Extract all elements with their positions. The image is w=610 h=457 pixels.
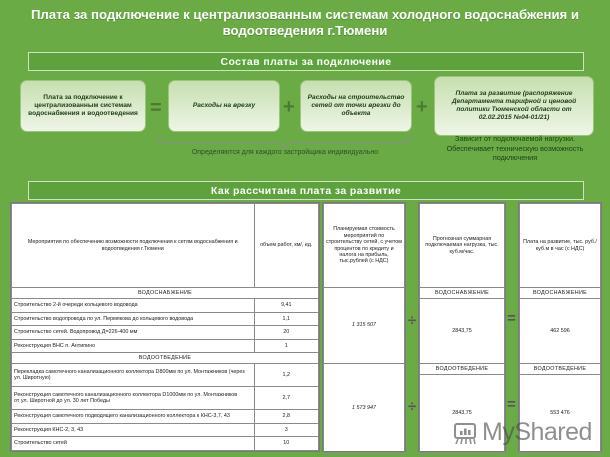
measure-name: Реконструкция ВНС п. Антипино [12,339,255,353]
measures-table-body [12,204,319,451]
group-label-water: ВОДОСНАБЖЕНИЕ [520,288,601,299]
group-row-water [420,288,505,299]
measure-volume: 9,41 [254,299,318,313]
group-label-water: ВОДОСНАБЖЕНИЕ [420,288,505,299]
operator-plus-2: + [416,96,428,118]
formula-box-result-label: Плата за подключение к централизованным системам водоснабжения и водоотведения [28,93,138,118]
fee-value-water: 462 596 [520,299,601,364]
section-header-calculation [28,181,584,200]
section-header-calculation-label: Как рассчитана плата за развитие [210,184,402,197]
table-row [12,410,319,424]
group-row-sewer [12,353,319,364]
cost-panel [322,202,406,452]
table-header-row [324,204,405,288]
watermark [452,418,592,447]
measure-name: Строительство водопровода по ул. Пермякова до кольцевого водовода [12,312,255,326]
load-row-water [420,299,505,364]
fee-row-water [520,299,601,364]
calculation-table-area [0,202,610,454]
fee-table-body [520,204,601,453]
section-header-composition-label: Состав платы за подключение [220,55,392,68]
table-row [12,339,319,353]
measure-name: Реконструкция КНС-2, 3, 43 [12,423,255,437]
measures-table [11,203,319,451]
cost-row-sewer [324,364,405,453]
table-row [12,423,319,437]
measure-volume: 20 [254,326,318,340]
formula-box-term1-label: Расходы на врезку [192,101,256,109]
measure-volume: 1,2 [254,364,318,387]
measure-name: Строительство сетей [12,437,255,451]
measure-name: Строительство сетей. Водопровод Д=226-400 мм [12,326,255,340]
measures-panel [10,202,320,452]
operator-equals-water: = [507,310,516,327]
operator-divide-water: ÷ [408,312,417,329]
table-row [12,387,319,410]
group-label-sewer: ВОДООТВЕДЕНИЕ [420,364,505,375]
group-row-water [520,288,601,299]
table-header-row [520,204,601,288]
measure-name: Строительство 2-й очереди кольцевого водовода [12,299,255,313]
formula-box-result [20,80,146,132]
table-row [12,326,319,340]
measure-volume: 1,1 [254,312,318,326]
measure-name: Перекладка самотечного канализационного коллектора D800мм по ул. Монтажников (через ул. Широтную) [12,364,255,387]
column-header-volume: объем работ, км/, ед. [254,204,318,288]
table-header-row [420,204,505,288]
group-row-water [12,288,319,299]
group-row-sewer [420,364,505,375]
fee-value-sewer: 553 476 [520,375,601,453]
measure-volume: 1 [254,339,318,353]
myshared-logo-icon [452,420,478,446]
column-header-cost: Планируемая стоимость мероприятий по строительству сетей, с учетом процентов по кредиту и налога на прибыль, тыс.рублей (с НДС) [324,204,405,288]
formula-box-term3-label: Плата за развитие (распоряжение Департамента тарифной и ценовой политики Тюменской области от 02.02.2015 №04-01/21) [451,89,577,122]
side-note: Зависит от подключаемой нагрузки. Обеспечивает техническую возможность подключения [446,134,584,163]
load-value-sewer: 2843,75 [420,375,505,453]
column-header-measures: Мероприятия по обеспечению возможности подключения к сетям водоснабжения и водоотведения г.Тюмени [12,204,255,288]
column-header-load: Прогнозная суммарная подключаемая нагрузка, тыс. куб.м/час. [420,204,505,288]
fee-table [519,203,601,453]
cost-row-water [324,288,405,364]
group-label-water: ВОДОСНАБЖЕНИЕ [12,288,319,299]
load-value-water: 2843,75 [420,299,505,364]
formula-box-term3 [434,76,594,136]
load-table [419,203,505,453]
table-header-row [12,204,319,288]
operator-equals: = [150,97,162,119]
measure-volume: 2,8 [254,410,318,424]
measure-volume: 3 [254,423,318,437]
measure-volume: 10 [254,437,318,451]
measure-name: Реконструкция самотечного канализационного коллектора D1000мм по ул. Монтажников от ул. Широтной до ул. 30 лет Победы [12,387,255,410]
formula-box-term1 [168,80,280,132]
formula-box-term2-label: Расходы на строительство сетей от точки врезки до объекта [307,93,405,118]
watermark-label: MyShared [482,418,592,446]
formula-box-term2 [300,80,412,132]
column-header-fee: Плата на развитие, тыс. руб./куб.м в час (с НДС) [520,204,601,288]
group-label-sewer: ВОДООТВЕДЕНИЕ [12,353,319,364]
group-label-sewer: ВОДООТВЕДЕНИЕ [520,364,601,375]
load-table-body [420,204,505,453]
cost-table-body [324,204,405,453]
curly-brace-icon [155,134,413,150]
cost-value-sewer: 1 573 947 [324,364,405,453]
section-header-composition [28,52,584,71]
table-row [12,312,319,326]
operator-divide-sewer: ÷ [408,398,417,415]
operator-equals-sewer: = [507,396,516,413]
slide-title-bar [0,0,610,46]
brace-note: Определяются для каждого застройщика индивидуально [191,149,379,156]
fee-panel [518,202,602,452]
group-row-sewer [520,364,601,375]
cost-value-water: 1 315 507 [324,288,405,364]
composition-formula [0,72,610,177]
measure-volume: 2,7 [254,387,318,410]
measure-name: Реконструкция самотечного подводящего канализационного коллектора к КНС-3,7, 43 [12,410,255,424]
table-row [12,437,319,451]
table-row [12,299,319,313]
cost-table [323,203,405,453]
page-title: Плата за подключение к централизованным системам холодного водоснабжения и водоотведения г.Тюмени [30,7,580,38]
load-panel [418,202,506,452]
operator-plus-1: + [283,96,295,118]
table-row [12,364,319,387]
